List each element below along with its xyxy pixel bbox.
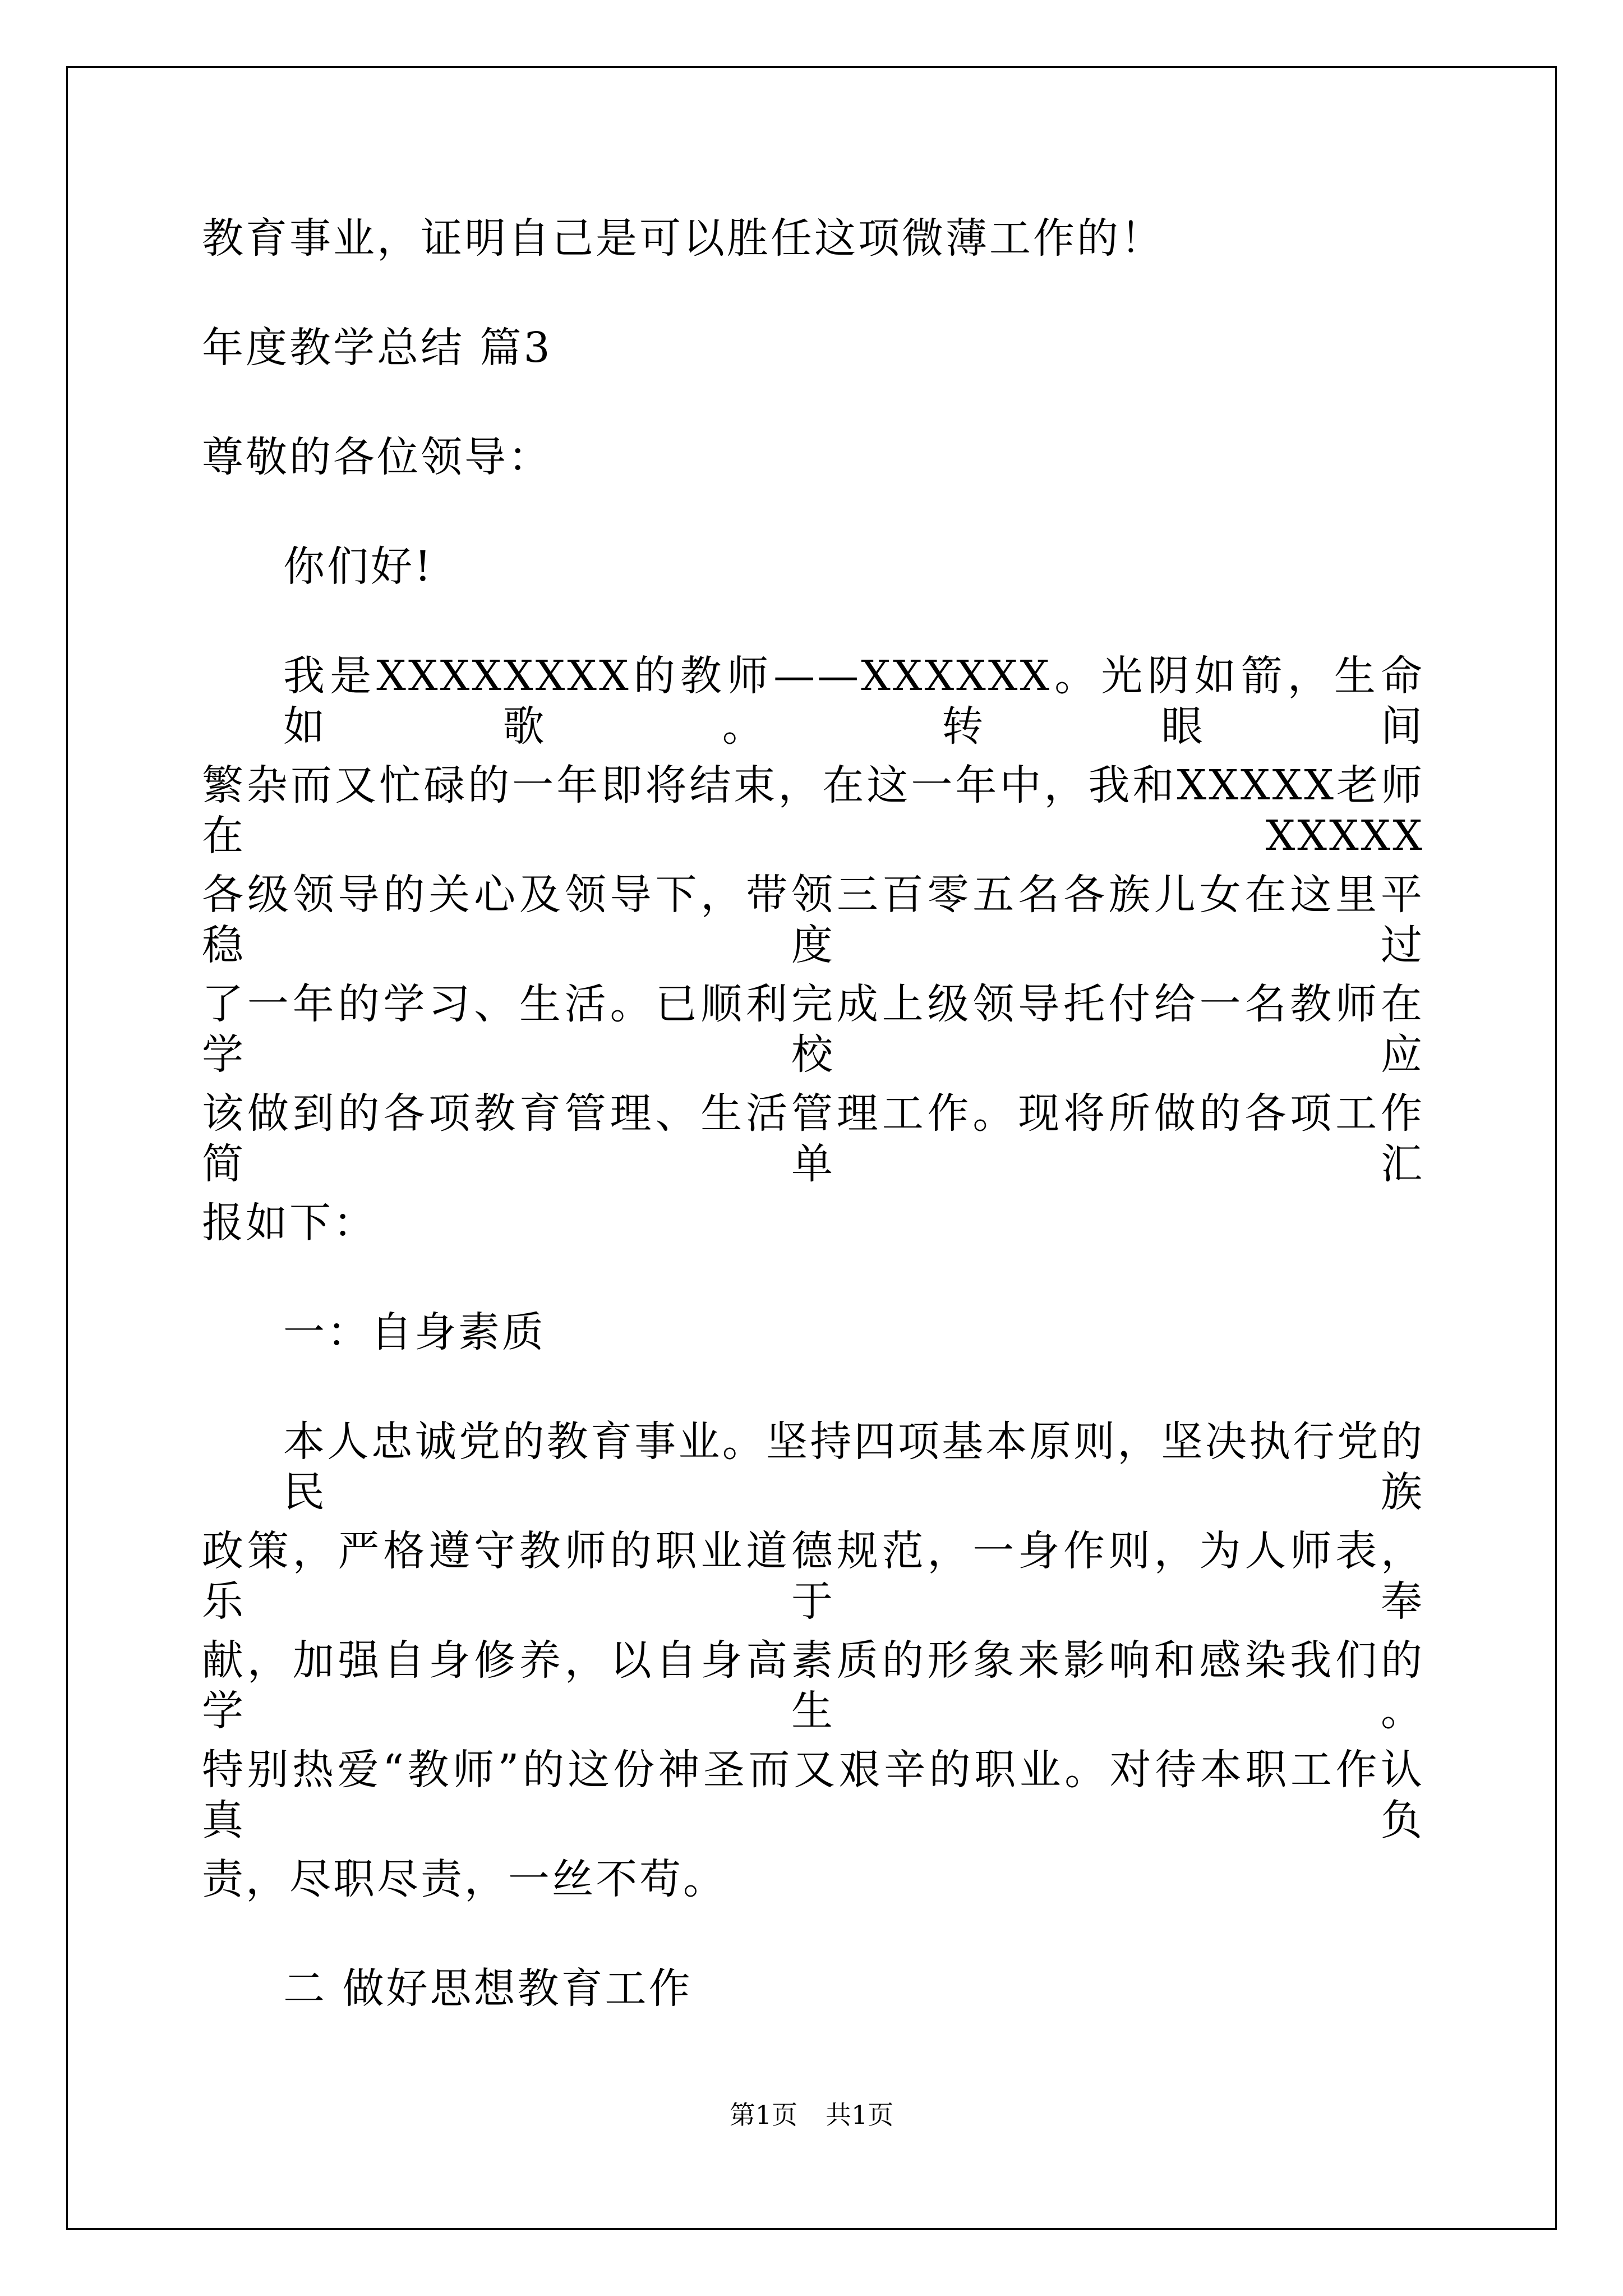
text-line: 各级领导的关心及领导下，带领三百零五名各族儿女在这里平稳度过 [202, 871, 1424, 969]
text-line: 献，加强自身修养，以自身高素质的形象来影响和感染我们的学生。 [202, 1636, 1424, 1735]
text-line: 该做到的各项教育管理、生活管理工作。现将所做的各项工作简单汇 [202, 1089, 1424, 1188]
text-line: 报如下： [202, 1199, 377, 1247]
text-line: 繁杂而又忙碌的一年即将结束，在这一年中，我和XXXXX老师在XXXXX [202, 761, 1424, 860]
text-line: 特别热爱“教师”的这份神圣而又艰辛的职业。对待本职工作认真负 [202, 1746, 1424, 1844]
text-line: 了一年的学习、生活。已顺利完成上级领导托付给一名教师在学校应 [202, 980, 1424, 1079]
salutation: 尊敬的各位领导： [202, 433, 552, 481]
text-line: 政策，严格遵守教师的职业道德规范，一身作则，为人师表，乐于奉 [202, 1527, 1424, 1626]
subheading: 一：自身素质 [283, 1308, 546, 1356]
page-total: 共1页 [826, 2100, 894, 2130]
greeting: 你们好! [283, 542, 434, 591]
text-line: 我是XXXXXXXX的教师——XXXXXX。光阴如箭，生命如歌。转眼间 [283, 652, 1424, 751]
page-footer [0, 2098, 1623, 2132]
text-line: 教育事业，证明自己是可以胜任这项微薄工作的！ [202, 214, 1164, 263]
section-title: 年度教学总结 篇3 [202, 324, 552, 372]
text-line: 本人忠诚党的教育事业。坚持四项基本原则，坚决执行党的民族 [283, 1418, 1424, 1516]
text-line: 责，尽职尽责，一丝不苟。 [202, 1855, 727, 1903]
page-number: 第1页 [729, 2100, 797, 2130]
subheading: 二 做好思想教育工作 [283, 1964, 693, 2013]
